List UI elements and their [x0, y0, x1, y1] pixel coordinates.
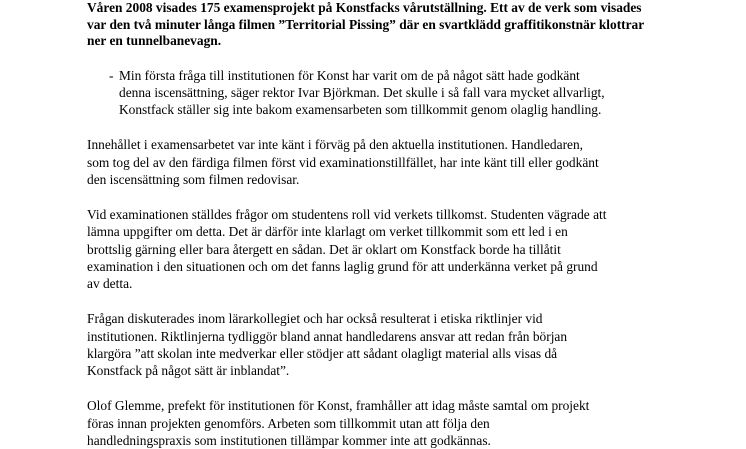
body-paragraph: Vid examinationen ställdes frågor om studentens roll vid verkets tillkomst. Studenten vägrade att lämna uppgifter om detta. Det är därför inte klarlagt om verket tillkommit som ett led i en brottslig gärning eller bara återgett en sådan. Det är oklart om Konstfack borde ha tillåtit examination i den situationen och om det fanns laglig grund för att underkänna verket på grund av detta. [87, 206, 607, 292]
paragraph-gap [87, 188, 707, 205]
quote-block [87, 67, 707, 119]
paragraph-gap [87, 119, 707, 136]
lead-paragraph: Våren 2008 visades 175 examensprojekt på Konstfacks vårutställning. Ett av de verk som visades var den två minuter långa filmen ”Territorial Pissing” där en svartklädd graffitikonstnär klottrar ner en tunnelbanevagn. [87, 0, 645, 48]
quote-dash: - [109, 67, 114, 83]
document-page [87, 0, 707, 449]
quote-text: Min första fråga till institutionen för Konst har varit om de på något sätt hade godkänt denna iscensättning, säger rektor Ivar Björkman. Det skulle i så fall vara mycket allvarligt, Konstfack ställer sig inte bakom examensarbeten som tillkommit genom olaglig handling. [119, 67, 605, 118]
paragraph-gap [87, 380, 707, 397]
paragraph-gap [87, 293, 707, 310]
body-paragraph: Innehållet i examensarbetet var inte känt i förväg på den aktuella institutionen. Handledaren, som tog del av den färdiga filmen först vid examinationstillfället, har inte känt till eller godkänt den iscensättning som filmen redovisar. [87, 137, 599, 187]
body-paragraph: Frågan diskuterades inom lärarkollegiet och har också resulterat i etiska riktlinjer vid institutionen. Riktlinjerna tydliggör bland annat handledarens ansvar att redan från början klargöra ”att skolan inte medverkar eller stödjer att sådant olagligt material alls visas då Konstfack på något sätt är inblandat”. [87, 311, 568, 379]
body-paragraph: Olof Glemme, prefekt för institutionen för Konst, framhåller att idag måste samtal om projekt föras innan projekten genomförs. Arbeten som tillkommit utan att följa den handledningspraxis som institutionen tillämpar kommer inte att godkännas. [87, 398, 590, 448]
